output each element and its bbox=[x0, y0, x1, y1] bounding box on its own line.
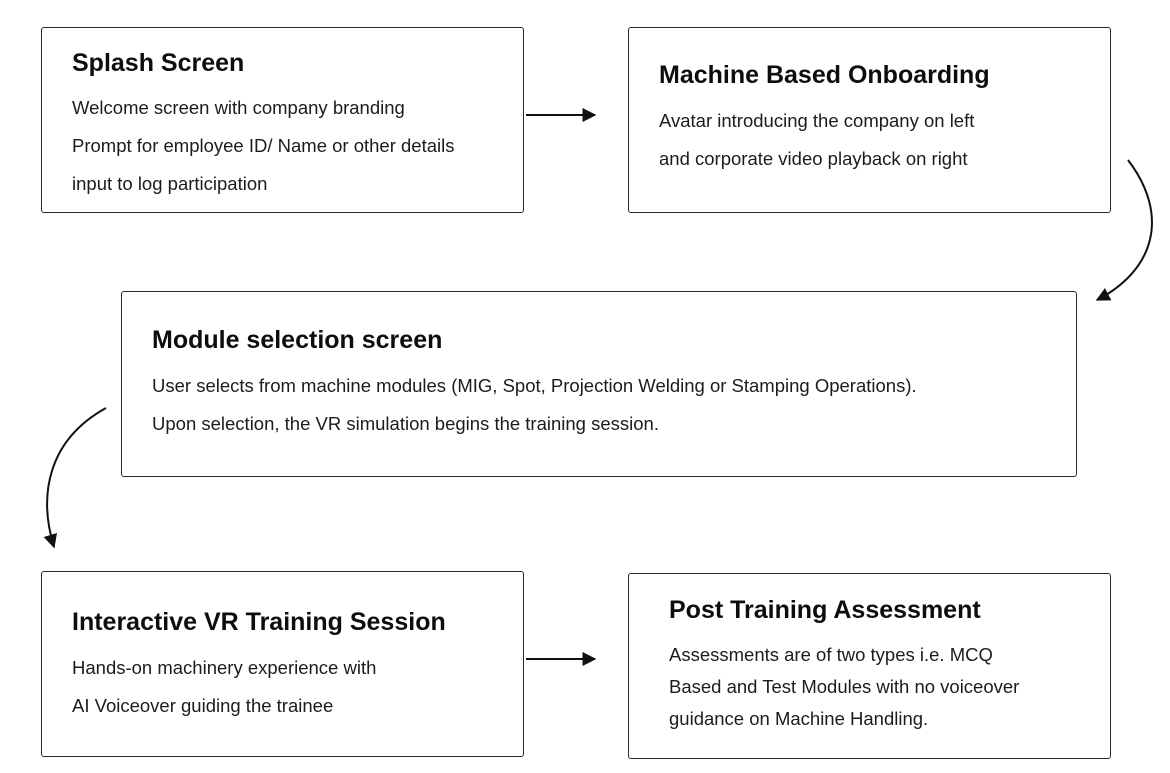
assessment-line-3: guidance on Machine Handling. bbox=[669, 708, 929, 729]
module-selection-title: Module selection screen bbox=[152, 326, 443, 354]
arrow-module-to-vr bbox=[47, 408, 106, 547]
splash-screen-line-3: input to log participation bbox=[72, 173, 268, 194]
onboarding-line-2: and corporate video playback on right bbox=[659, 148, 968, 169]
onboarding-line-1: Avatar introducing the company on left bbox=[659, 110, 975, 131]
assessment-line-1: Assessments are of two types i.e. MCQ bbox=[669, 644, 993, 665]
onboarding-title: Machine Based Onboarding bbox=[659, 61, 990, 89]
assessment-title: Post Training Assessment bbox=[669, 596, 981, 624]
splash-screen-line-1: Welcome screen with company branding bbox=[72, 97, 405, 118]
module-selection-line-2: Upon selection, the VR simulation begins the training session. bbox=[152, 413, 659, 434]
assessment-line-2: Based and Test Modules with no voiceover bbox=[669, 676, 1020, 697]
vr-training-line-1: Hands-on machinery experience with bbox=[72, 657, 377, 678]
splash-screen-line-2: Prompt for employee ID/ Name or other details bbox=[72, 135, 455, 156]
module-selection-line-1: User selects from machine modules (MIG, Spot, Projection Welding or Stamping Operations). bbox=[152, 375, 917, 396]
vr-training-title: Interactive VR Training Session bbox=[72, 608, 446, 636]
splash-screen-title: Splash Screen bbox=[72, 49, 245, 77]
arrow-onboarding-to-module bbox=[1097, 160, 1152, 300]
vr-training-line-2: AI Voiceover guiding the trainee bbox=[72, 695, 334, 716]
